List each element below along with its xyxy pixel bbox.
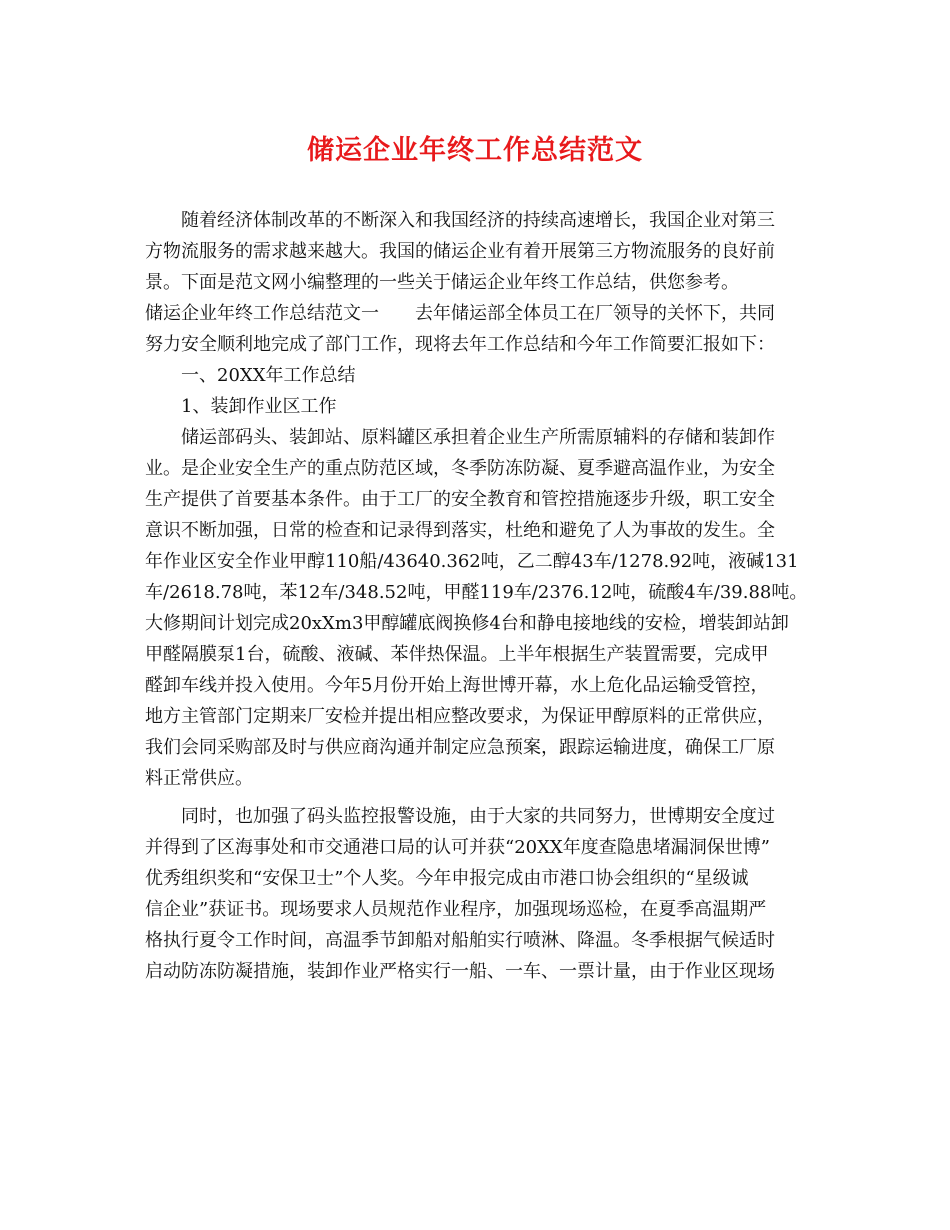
- subsection-heading: 1、装卸作业区工作: [181, 396, 337, 417]
- paragraph-line: 生产提供了首要基本条件。由于工厂的安全教育和管控措施逐步升级，职工安全: [145, 489, 775, 510]
- paragraph-line: 储运部码头、装卸站、原料罐区承担着企业生产所需原辅料的存储和装卸作: [181, 427, 775, 448]
- paragraph-line: 启动防冻防凝措施，装卸作业严格实行一船、一车、一票计量，由于作业区现场: [145, 961, 775, 982]
- paragraph-line: 同时，也加强了码头监控报警设施，由于大家的共同努力，世博期安全度过: [181, 806, 775, 827]
- paragraph-line: 随着经济体制改革的不断深入和我国经济的持续高速增长，我国企业对第三: [181, 210, 775, 231]
- paragraph-line: 地方主管部门定期来厂安检并提出相应整改要求，为保证甲醇原料的正常供应，: [145, 706, 775, 727]
- paragraph-line: 我们会同采购部及时与供应商沟通并制定应急预案，跟踪运输进度，确保工厂原: [145, 737, 775, 758]
- paragraph-line: 年作业区安全作业甲醇110船/43640.362吨，乙二醇43车/1278.92吨，液碱131: [145, 551, 799, 572]
- paragraph-line: 努力安全顺利地完成了部门工作，现将去年工作总结和今年工作简要汇报如下：: [145, 334, 775, 355]
- paragraph-line: 储运企业年终工作总结范文一 去年储运部全体员工在厂领导的关怀下，共同: [145, 303, 775, 324]
- paragraph-line: 并得到了区海事处和市交通港口局的认可并获“20XX年度查隐患堵漏洞保世博”: [145, 837, 770, 858]
- paragraph-line: 格执行夏令工作时间，高温季节卸船对船舶实行喷淋、降温。冬季根据气候适时: [145, 930, 775, 951]
- paragraph-line: 景。下面是范文网小编整理的一些关于储运企业年终工作总结，供您参考。: [145, 272, 739, 293]
- paragraph-line: 意识不断加强，日常的检查和记录得到落实，杜绝和避免了人为事故的发生。全: [145, 520, 775, 541]
- paragraph-line: 料正常供应。: [145, 768, 253, 789]
- section-heading: 一、20XX年工作总结: [181, 365, 356, 386]
- paragraph-line: 大修期间计划完成20xXm3甲醇罐底阀换修4台和静电接地线的安检，增装卸站卸: [145, 613, 789, 634]
- paragraph-line: 优秀组织奖和“安保卫士”个人奖。今年申报完成由市港口协会组织的“星级诚: [145, 868, 749, 889]
- paragraph-line: 方物流服务的需求越来越大。我国的储运企业有着开展第三方物流服务的良好前: [145, 241, 775, 262]
- paragraph-line: 信企业”获证书。现场要求人员规范作业程序，加强现场巡检，在夏季高温期严: [145, 899, 767, 920]
- paragraph-line: 醛卸车线并投入使用。今年5月份开始上海世博开幕，水上危化品运输受管控，: [145, 675, 769, 696]
- paragraph-line: 业。是企业安全生产的重点防范区域，冬季防冻防凝、夏季避高温作业，为安全: [145, 458, 775, 479]
- paragraph-line: 车/2618.78吨，苯12车/348.52吨，甲醛119车/2376.12吨，硫酸4车/39.88吨。: [145, 582, 808, 603]
- document-body: [145, 205, 808, 987]
- document-title: 储运企业年终工作总结范文: [307, 135, 643, 166]
- paragraph-line: 甲醛隔膜泵1台，硫酸、液碱、苯伴热保温。上半年根据生产装置需要，完成甲: [145, 644, 769, 665]
